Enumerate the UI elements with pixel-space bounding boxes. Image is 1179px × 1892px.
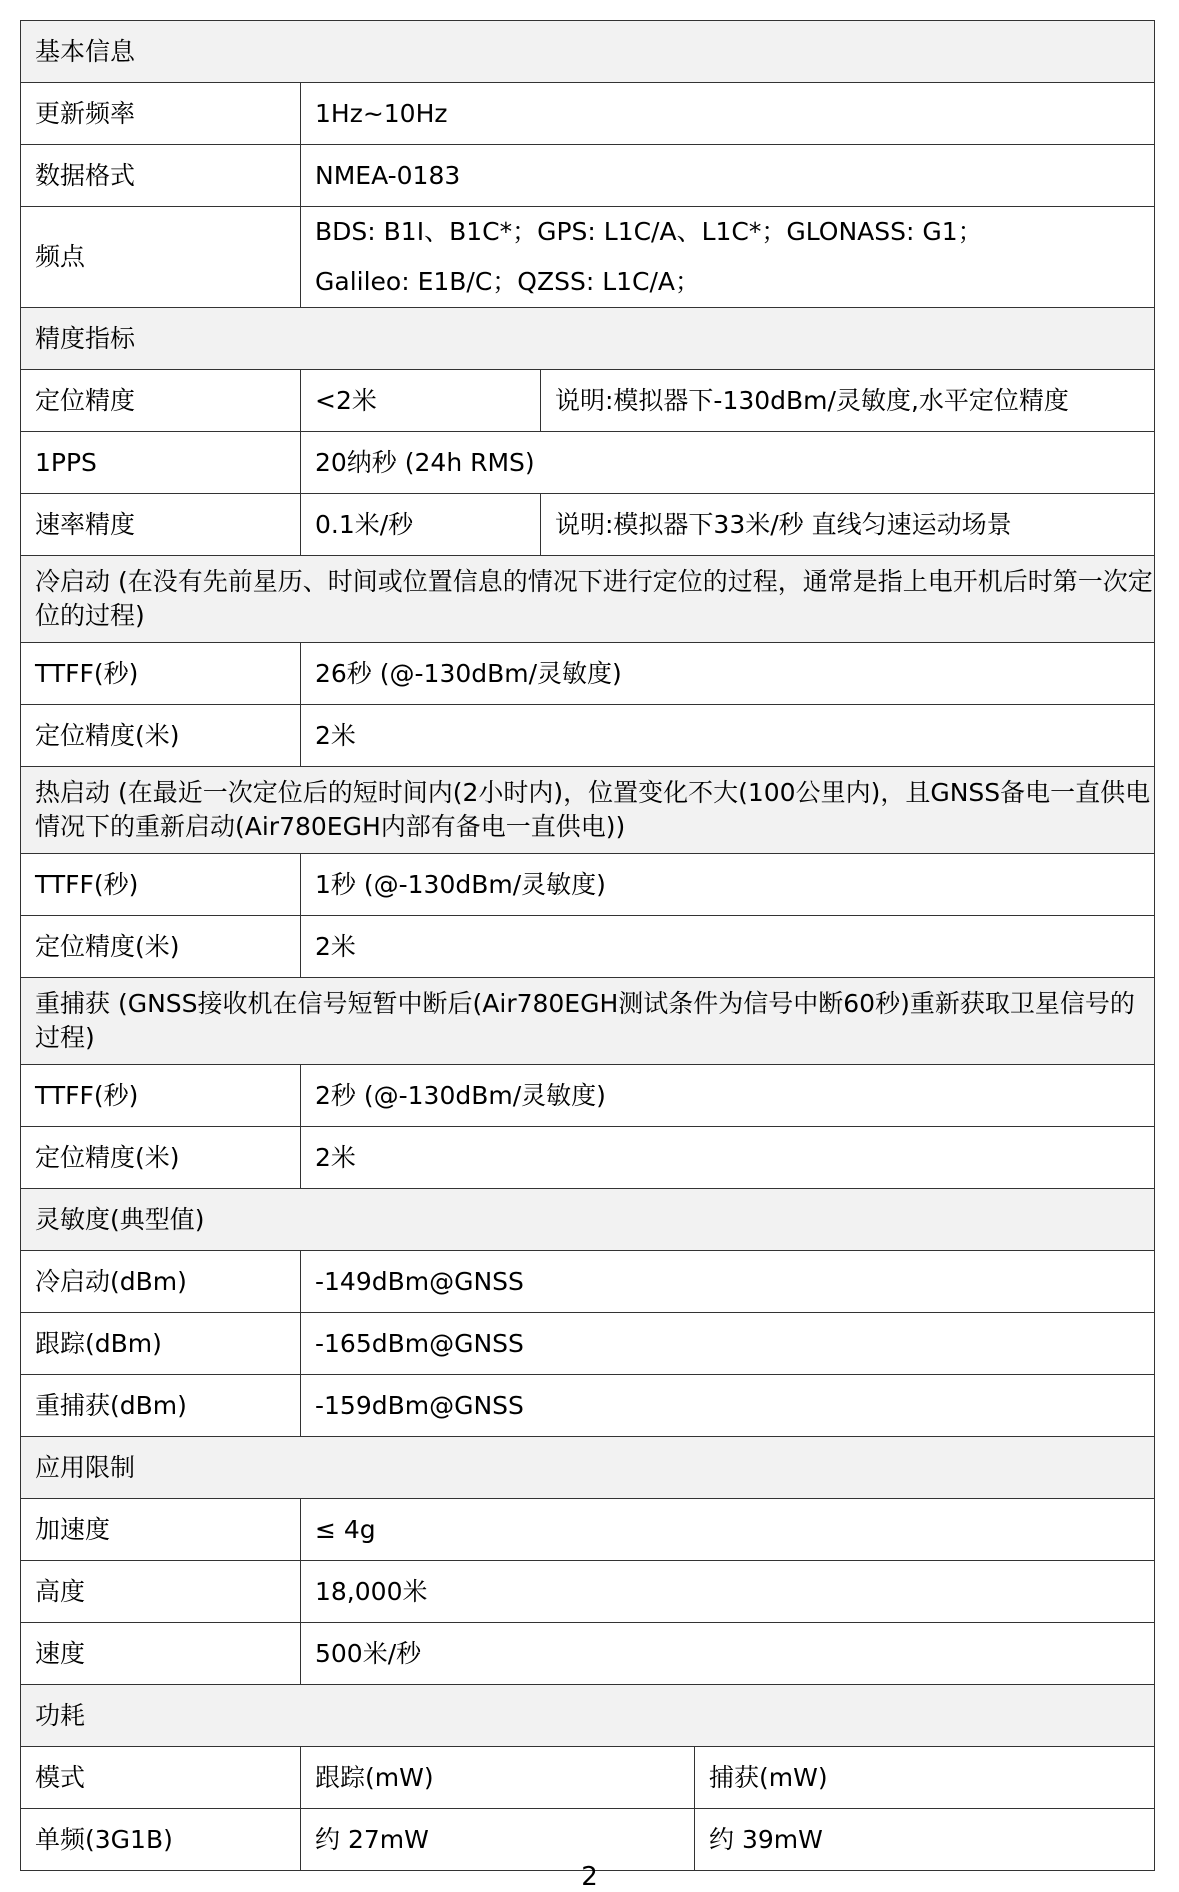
row-label: 更新频率	[21, 83, 301, 145]
row-label: 定位精度(米)	[21, 705, 301, 767]
section-title: 精度指标	[21, 308, 1155, 370]
row-value: 约 39mW	[695, 1809, 1155, 1871]
row-label: 加速度	[21, 1499, 301, 1561]
row-label: 速率精度	[21, 494, 301, 556]
row-value: 2米	[301, 1127, 1155, 1189]
row-value-line: BDS: B1I、B1C*；GPS: L1C/A、L1C*；GLONASS: G1；	[315, 217, 983, 246]
row-label: 模式	[21, 1747, 301, 1809]
section-row	[21, 1685, 1155, 1747]
row-label: TTFF(秒)	[21, 643, 301, 705]
section-title: 重捕获 (GNSS接收机在信号短暂中断后(Air780EGH测试条件为信号中断60秒)重新获取卫星信号的过程)	[21, 978, 1155, 1065]
row-value: 0.1米/秒	[301, 494, 541, 556]
row-label: 频点	[21, 207, 301, 308]
page-number: 2	[581, 1862, 598, 1892]
table-row	[21, 1623, 1155, 1685]
row-label: 冷启动(dBm)	[21, 1251, 301, 1313]
table-row	[21, 1127, 1155, 1189]
row-note: 说明:模拟器下33米/秒 直线匀速运动场景	[541, 494, 1155, 556]
table-row	[21, 643, 1155, 705]
row-value: ≤ 4g	[301, 1499, 1155, 1561]
row-value: 2秒 (@-130dBm/灵敏度)	[301, 1065, 1155, 1127]
row-value: 1秒 (@-130dBm/灵敏度)	[301, 854, 1155, 916]
section-row	[21, 767, 1155, 854]
section-row	[21, 21, 1155, 83]
row-label: 单频(3G1B)	[21, 1809, 301, 1871]
row-value: -159dBm@GNSS	[301, 1375, 1155, 1437]
row-value: <2米	[301, 370, 541, 432]
table-row	[21, 1747, 1155, 1809]
row-value: -149dBm@GNSS	[301, 1251, 1155, 1313]
table-row	[21, 145, 1155, 207]
row-label: 跟踪(dBm)	[21, 1313, 301, 1375]
row-label: 定位精度(米)	[21, 916, 301, 978]
row-label: 重捕获(dBm)	[21, 1375, 301, 1437]
row-label: 定位精度	[21, 370, 301, 432]
section-row	[21, 978, 1155, 1065]
table-row	[21, 370, 1155, 432]
row-label: 高度	[21, 1561, 301, 1623]
table-row	[21, 83, 1155, 145]
table-row	[21, 916, 1155, 978]
section-row	[21, 1437, 1155, 1499]
row-label: 1PPS	[21, 432, 301, 494]
table-row	[21, 1251, 1155, 1313]
row-value: -165dBm@GNSS	[301, 1313, 1155, 1375]
table-row	[21, 1561, 1155, 1623]
row-value: 20纳秒 (24h RMS)	[301, 432, 1155, 494]
table-row	[21, 705, 1155, 767]
row-label: TTFF(秒)	[21, 1065, 301, 1127]
section-title: 应用限制	[21, 1437, 1155, 1499]
table-row	[21, 207, 1155, 308]
row-label: 速度	[21, 1623, 301, 1685]
row-value: 26秒 (@-130dBm/灵敏度)	[301, 643, 1155, 705]
section-title: 灵敏度(典型值)	[21, 1189, 1155, 1251]
row-value-line: Galileo: E1B/C；QZSS: L1C/A；	[315, 267, 701, 296]
section-title: 冷启动 (在没有先前星历、时间或位置信息的情况下进行定位的过程，通常是指上电开机后时第一次定位的过程)	[21, 556, 1155, 643]
table-row	[21, 854, 1155, 916]
section-title: 热启动 (在最近一次定位后的短时间内(2小时内)，位置变化不大(100公里内)，且GNSS备电一直供电情况下的重新启动(Air780EGH内部有备电一直供电))	[21, 767, 1155, 854]
section-title: 基本信息	[21, 21, 1155, 83]
table-row	[21, 1375, 1155, 1437]
spec-table	[20, 20, 1155, 1871]
row-value: 500米/秒	[301, 1623, 1155, 1685]
row-value: 约 27mW	[301, 1809, 695, 1871]
table-row	[21, 1499, 1155, 1561]
row-value: 跟踪(mW)	[301, 1747, 695, 1809]
row-value: 2米	[301, 705, 1155, 767]
row-label: 定位精度(米)	[21, 1127, 301, 1189]
row-value: 2米	[301, 916, 1155, 978]
section-row	[21, 308, 1155, 370]
section-row	[21, 556, 1155, 643]
row-value: 18,000米	[301, 1561, 1155, 1623]
row-value	[301, 207, 1155, 308]
table-row	[21, 494, 1155, 556]
table-row	[21, 1065, 1155, 1127]
row-label: 数据格式	[21, 145, 301, 207]
row-value: 捕获(mW)	[695, 1747, 1155, 1809]
row-value: 1Hz~10Hz	[301, 83, 1155, 145]
section-row	[21, 1189, 1155, 1251]
row-note: 说明:模拟器下-130dBm/灵敏度,水平定位精度	[541, 370, 1155, 432]
row-value: NMEA-0183	[301, 145, 1155, 207]
table-row	[21, 1313, 1155, 1375]
row-label: TTFF(秒)	[21, 854, 301, 916]
table-row	[21, 432, 1155, 494]
section-title: 功耗	[21, 1685, 1155, 1747]
